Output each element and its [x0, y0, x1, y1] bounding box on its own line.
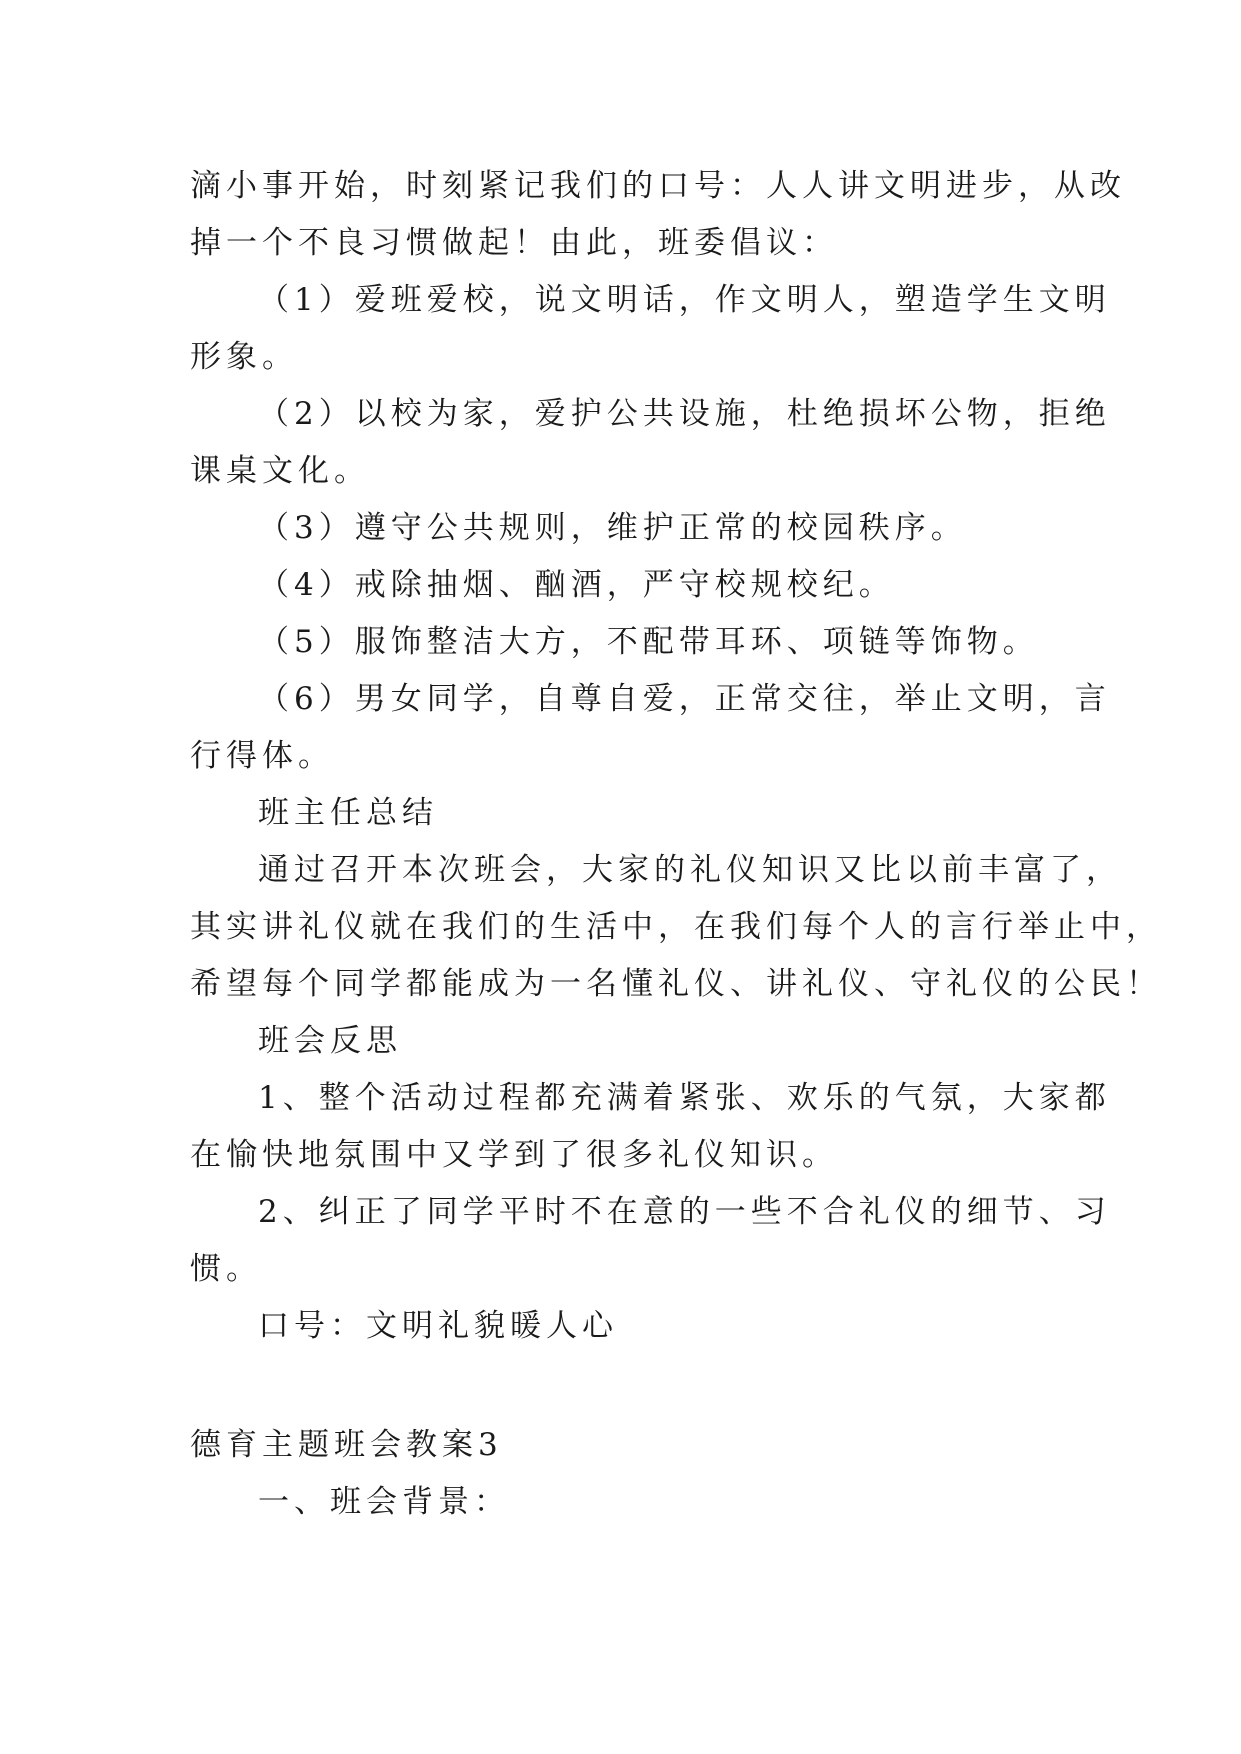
paragraph-line: 形象。: [190, 339, 298, 375]
reflection-item-1: 1、整个活动过程都充满着紧张、欢乐的气氛，大家都: [258, 1080, 1111, 1116]
proposal-item-1: （1）爱班爱校，说文明话，作文明人，塑造学生文明: [258, 282, 1111, 318]
summary-paragraph: 通过召开本次班会，大家的礼仪知识又比以前丰富了，: [258, 852, 1122, 888]
paragraph-line: 行得体。: [190, 738, 334, 774]
proposal-item-3: （3）遵守公共规则，维护正常的校园秩序。: [258, 510, 967, 546]
slogan-line: 口号：文明礼貌暖人心: [258, 1308, 618, 1344]
reflection-item-2: 2、纠正了同学平时不在意的一些不合礼仪的细节、习: [258, 1194, 1111, 1230]
proposal-item-5: （5）服饰整洁大方，不配带耳环、项链等饰物。: [258, 624, 1039, 660]
paragraph-line: 课桌文化。: [190, 453, 370, 489]
proposal-item-4: （4）戒除抽烟、酗酒，严守校规校纪。: [258, 567, 895, 603]
subsection-heading-background: 一、班会背景：: [258, 1484, 510, 1520]
section-heading-summary: 班主任总结: [258, 795, 438, 831]
paragraph-line: 在愉快地氛围中又学到了很多礼仪知识。: [190, 1137, 838, 1173]
paragraph-line: 其实讲礼仪就在我们的生活中，在我们每个人的言行举止中，: [190, 909, 1162, 945]
paragraph-line: 掉一个不良习惯做起！由此，班委倡议：: [190, 225, 838, 261]
proposal-item-2: （2）以校为家，爱护公共设施，杜绝损坏公物，拒绝: [258, 396, 1111, 432]
section-heading-reflection: 班会反思: [258, 1023, 402, 1059]
paragraph-line: 惯。: [190, 1251, 262, 1287]
proposal-item-6: （6）男女同学，自尊自爱，正常交往，举止文明，言: [258, 681, 1111, 717]
paragraph-line: 希望每个同学都能成为一名懂礼仪、讲礼仪、守礼仪的公民！: [190, 966, 1162, 1002]
section-title-lesson-plan-3: 德育主题班会教案3: [190, 1427, 503, 1463]
paragraph-line: 滴小事开始，时刻紧记我们的口号：人人讲文明进步，从改: [190, 168, 1126, 204]
